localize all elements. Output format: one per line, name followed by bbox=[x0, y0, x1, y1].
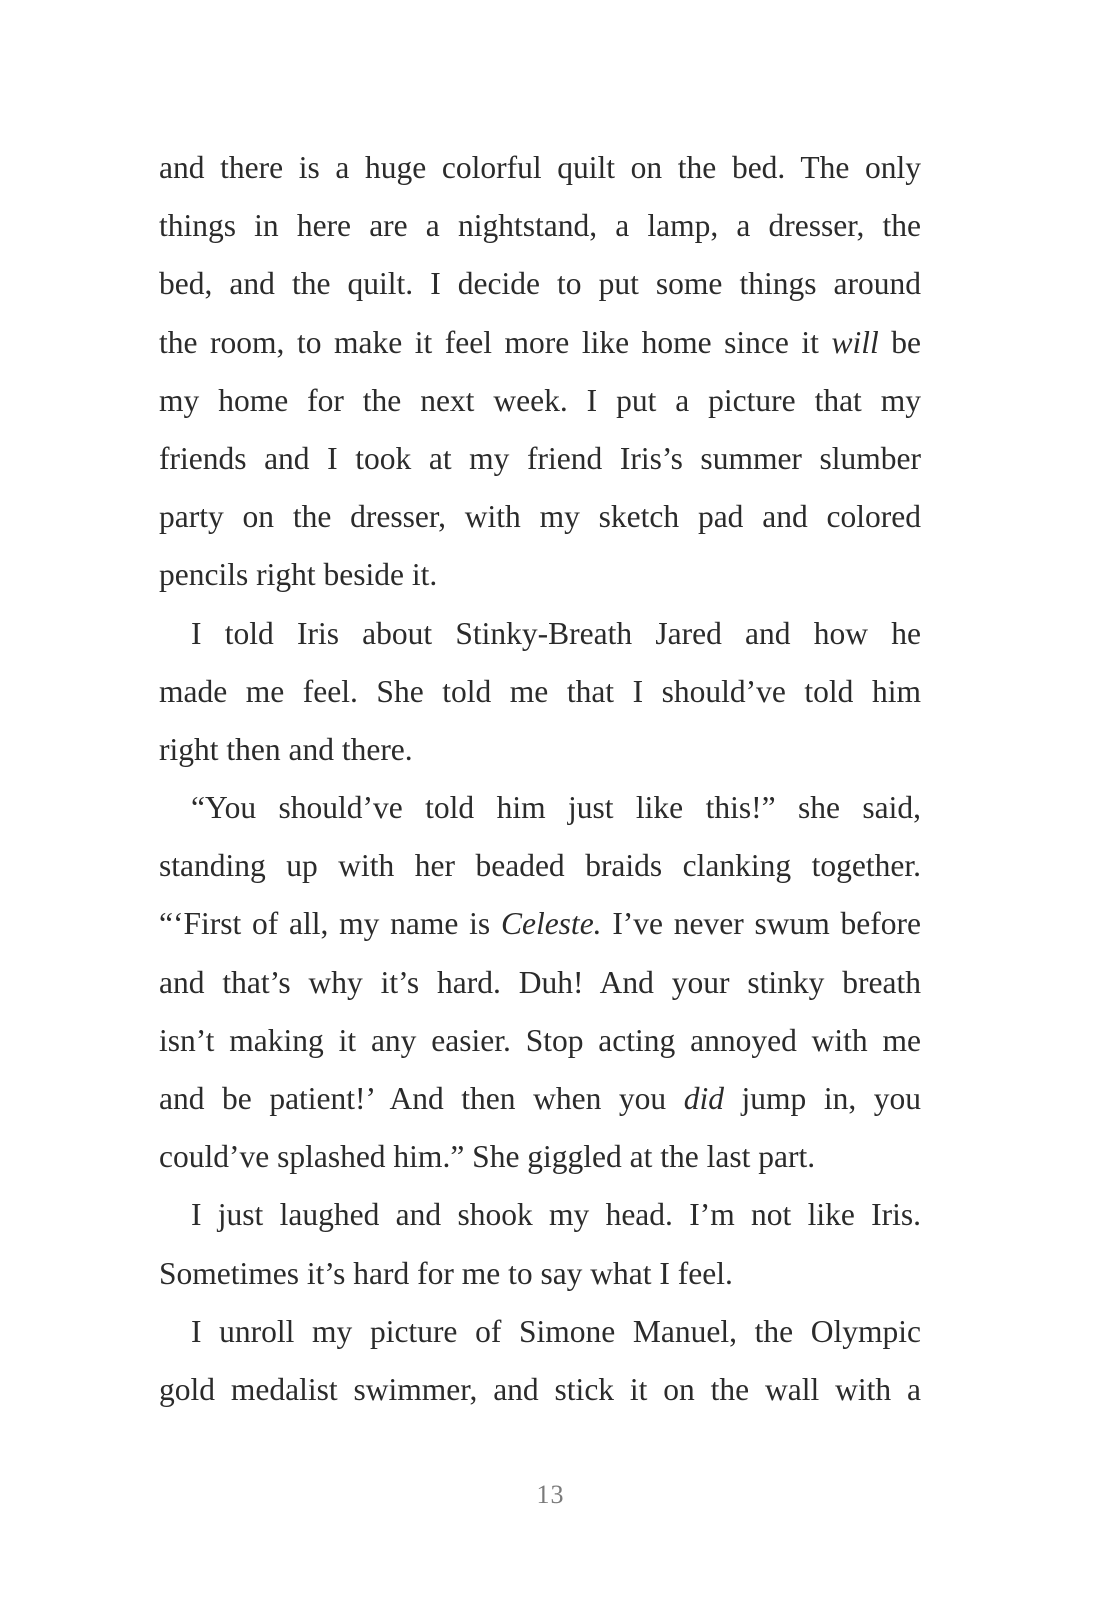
text-line bbox=[159, 314, 921, 372]
text-line: friends and I took at my friend Iris’s summer slumber bbox=[159, 440, 921, 476]
text-line: I told Iris about Stinky-Breath Jared and how he bbox=[191, 615, 921, 651]
text-line: made me feel. She told me that I should’ve told him bbox=[159, 673, 921, 709]
text-line: bed, and the quilt. I decide to put some things around bbox=[159, 266, 921, 302]
text-segment: the room, to make it feel more like home since it bbox=[159, 324, 832, 360]
text-line: right then and there. bbox=[159, 731, 413, 767]
text-line: could’ve splashed him.” She giggled at the last part. bbox=[159, 1139, 816, 1175]
body-text bbox=[159, 139, 921, 1419]
text-line bbox=[159, 1070, 921, 1128]
text-segment: I’ve never swum before bbox=[601, 906, 921, 942]
text-segment: jump in, you bbox=[723, 1081, 921, 1116]
text-line: Sometimes it’s hard for me to say what I feel. bbox=[159, 1255, 733, 1291]
text-segment: and be patient!’ And then when you bbox=[159, 1081, 684, 1116]
text-line: and that’s why it’s hard. Duh! And your stinky breath bbox=[159, 964, 921, 1000]
text-line: I just laughed and shook my head. I’m not like Iris. bbox=[191, 1197, 921, 1233]
text-segment: be bbox=[878, 324, 921, 360]
text-line: party on the dresser, with my sketch pad and colored bbox=[159, 499, 921, 535]
text-line: “You should’ve told him just like this!” she said, bbox=[191, 790, 921, 826]
text-line: and there is a huge colorful quilt on the bed. The only bbox=[159, 150, 921, 185]
text-segment: “‘First of all, my name is bbox=[159, 906, 501, 942]
italic-text: Celeste. bbox=[500, 906, 602, 942]
text-line: things in here are a nightstand, a lamp, a dresser, the bbox=[159, 208, 921, 244]
text-line: gold medalist swimmer, and stick it on the wall with a bbox=[159, 1371, 921, 1407]
italic-text: will bbox=[831, 324, 879, 360]
text-line: my home for the next week. I put a picture that my bbox=[159, 382, 921, 418]
text-line: isn’t making it any easier. Stop acting annoyed with me bbox=[159, 1022, 921, 1058]
text-line: I unroll my picture of Simone Manuel, the Olympic bbox=[191, 1313, 921, 1349]
text-line: standing up with her beaded braids clanking together. bbox=[159, 848, 921, 884]
page-number: 13 bbox=[536, 1480, 565, 1509]
text-line: pencils right beside it. bbox=[159, 557, 438, 593]
text-line bbox=[159, 895, 921, 953]
italic-text: did bbox=[683, 1081, 724, 1116]
